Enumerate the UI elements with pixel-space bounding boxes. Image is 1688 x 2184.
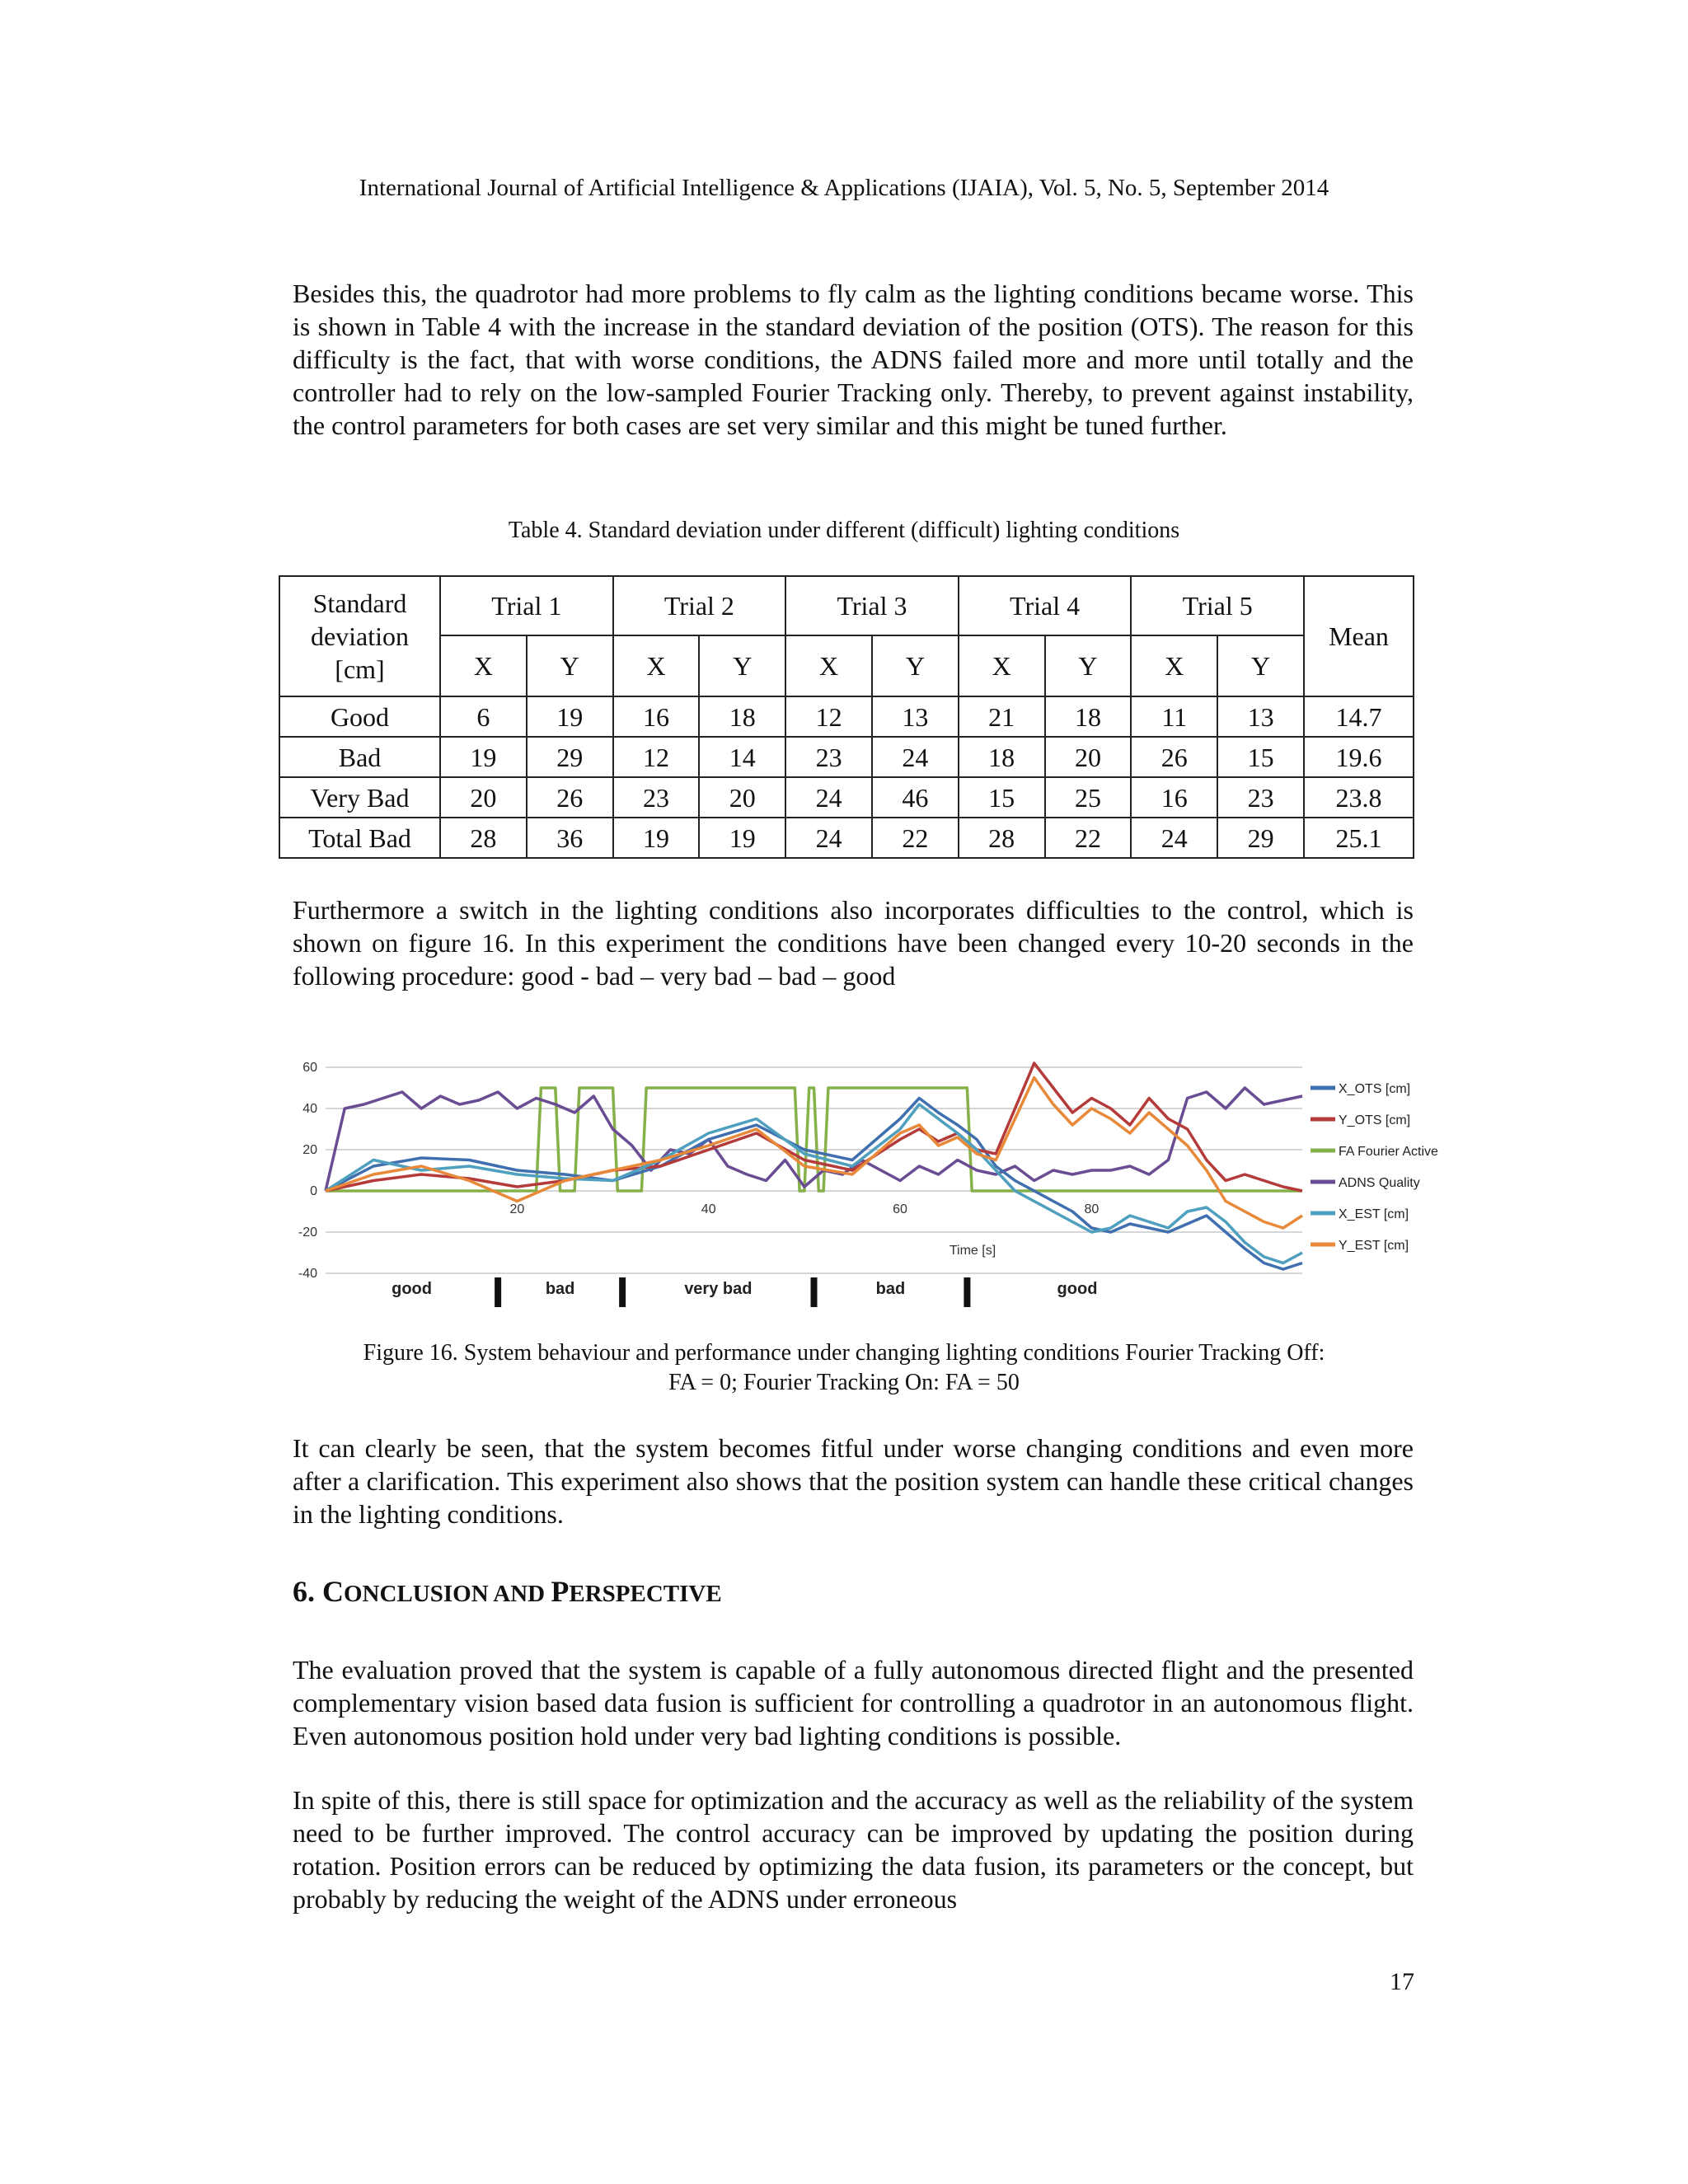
- journal-header: International Journal of Artificial Intelligence & Applications (IJAIA), Vol. 5, No. 5, September 2014: [359, 175, 1329, 201]
- table-cell: 20: [699, 777, 785, 818]
- table-cell: 19: [699, 818, 785, 858]
- trial-header: Trial 1: [440, 576, 613, 635]
- section-word: ERSPECTIVE: [569, 1581, 722, 1607]
- axis-header-x: X: [613, 635, 700, 696]
- corner-label-line: Standard: [312, 588, 407, 618]
- phase-separator: [811, 1277, 818, 1307]
- phase-label: good: [392, 1280, 432, 1298]
- table-row: [279, 818, 1414, 858]
- series-lines: [326, 1063, 1302, 1269]
- trial-header: Trial 2: [613, 576, 786, 635]
- std-deviation-table: [279, 575, 1414, 859]
- series-line-0: [326, 1099, 1302, 1270]
- row-label: Very Bad: [279, 777, 440, 818]
- legend-entry: FA Fourier Active: [1339, 1145, 1438, 1159]
- table-row: [279, 696, 1414, 737]
- y-tick-label: 0: [310, 1184, 317, 1198]
- table-cell: 13: [1217, 696, 1304, 737]
- x-axis-label: Time [s]: [949, 1244, 996, 1258]
- mean-cell: 14.7: [1304, 696, 1414, 737]
- chart-legend: [1311, 1082, 1438, 1253]
- axis-header-y: Y: [872, 635, 959, 696]
- table-cell: 25: [1045, 777, 1132, 818]
- legend-entry: ADNS Quality: [1339, 1176, 1420, 1190]
- y-tick-label: 60: [302, 1061, 317, 1075]
- axis-header-y: Y: [1217, 635, 1304, 696]
- table-cell: 14: [699, 737, 785, 777]
- phase-label: bad: [875, 1280, 906, 1298]
- trial-header: Trial 5: [1131, 576, 1304, 635]
- row-label: Bad: [279, 737, 440, 777]
- corner-label-line: [cm]: [335, 654, 385, 684]
- y-tick-label: -20: [298, 1226, 317, 1240]
- trial-header: Trial 4: [959, 576, 1132, 635]
- table-cell: 20: [1045, 737, 1132, 777]
- phase-separator: [619, 1277, 626, 1307]
- legend-entry: X_OTS [cm]: [1339, 1082, 1411, 1096]
- table-cell: 26: [1131, 737, 1217, 777]
- section-initial: C: [322, 1575, 344, 1608]
- y-tick-label: 40: [302, 1102, 317, 1116]
- section-heading: [293, 1574, 722, 1609]
- section-initial: P: [551, 1575, 570, 1608]
- axis-header-y: Y: [1045, 635, 1132, 696]
- table-cell: 24: [1131, 818, 1217, 858]
- x-tick-label: 40: [701, 1202, 716, 1216]
- table-cell: 16: [613, 696, 700, 737]
- section-number: 6.: [293, 1575, 322, 1608]
- table-cell: 46: [872, 777, 959, 818]
- table-cell: 23: [785, 737, 872, 777]
- table-cell: 21: [959, 696, 1045, 737]
- lighting-conditions-chart: [288, 1030, 1475, 1315]
- table-caption: Table 4. Standard deviation under different (difficult) lighting conditions: [508, 518, 1180, 543]
- figure-caption-line: Figure 16. System behaviour and performance under changing lighting conditions Fourier Tracking Off:: [363, 1340, 1325, 1366]
- table-cell: 29: [527, 737, 613, 777]
- paragraph-evaluation: The evaluation proved that the system is capable of a fully autonomous directed flight and the presented complementary vision based data fusion is sufficient for controlling a quadrotor in an autonomous flight. Even autonomous position hold under very bad lighting conditions is possible.: [293, 1655, 1414, 1750]
- x-tick-labels: [509, 1202, 1099, 1216]
- mean-cell: 23.8: [1304, 777, 1414, 818]
- legend-entry: Y_EST [cm]: [1339, 1239, 1409, 1253]
- series-line-1: [326, 1063, 1302, 1191]
- corner-label-line: deviation: [310, 621, 410, 651]
- y-tick-labels: [298, 1061, 317, 1281]
- phase-separator: [495, 1277, 501, 1307]
- table-cell: 29: [1217, 818, 1304, 858]
- figure-caption: [0, 1338, 1688, 1398]
- section-word: ONCLUSION AND: [344, 1581, 551, 1607]
- table-cell: 24: [785, 818, 872, 858]
- mean-cell: 19.6: [1304, 737, 1414, 777]
- table-cell: 26: [527, 777, 613, 818]
- phase-label: good: [1057, 1280, 1098, 1298]
- axis-header-y: Y: [527, 635, 613, 696]
- table-cell: 23: [613, 777, 700, 818]
- table-cell: 22: [1045, 818, 1132, 858]
- table-cell: 28: [959, 818, 1045, 858]
- paragraph-result: It can clearly be seen, that the system becomes fitful under worse changing conditions and even more after a clarification. This experiment also shows that the position system can handle these critical changes in the lighting conditions.: [293, 1433, 1414, 1529]
- x-tick-label: 60: [893, 1202, 907, 1216]
- table-row: [279, 777, 1414, 818]
- legend-entry: X_EST [cm]: [1339, 1207, 1409, 1221]
- table-cell: 16: [1131, 777, 1217, 818]
- table-cell: 19: [527, 696, 613, 737]
- table-cell: 22: [872, 818, 959, 858]
- phase-labels: [392, 1277, 1097, 1307]
- paragraph-intro: Besides this, the quadrotor had more problems to fly calm as the lighting conditions became worse. This is shown in Table 4 with the increase in the standard deviation of the position (OTS). The reason for this difficulty is the fact, that with worse conditions, the ADNS failed more and more until totally and the controller had to rely on the low-sampled Fourier Tracking only. Thereby, to prevent against instability, the control parameters for both cases are set very similar and this might be tuned further.: [293, 279, 1414, 440]
- axis-header-x: X: [440, 635, 527, 696]
- trial-header: Trial 3: [785, 576, 959, 635]
- table-cell: 13: [872, 696, 959, 737]
- paragraph-switch: Furthermore a switch in the lighting conditions also incorporates difficulties to the control, which is shown on figure 16. In this experiment the conditions have been changed every 10-20 seconds in the following procedure: good - bad – very bad – bad – good: [293, 895, 1414, 991]
- table-cell: 18: [959, 737, 1045, 777]
- table-cell: 15: [959, 777, 1045, 818]
- table-cell: 18: [699, 696, 785, 737]
- phase-label: very bad: [684, 1280, 753, 1298]
- page-number: 17: [1390, 1968, 1414, 1995]
- table-cell: 24: [872, 737, 959, 777]
- phase-label: bad: [545, 1280, 575, 1298]
- series-line-4: [326, 1104, 1302, 1263]
- table-cell: 12: [785, 696, 872, 737]
- table-cell: 11: [1131, 696, 1217, 737]
- table-cell: 36: [527, 818, 613, 858]
- axis-header-x: X: [785, 635, 872, 696]
- table-row: [279, 737, 1414, 777]
- y-tick-label: 20: [302, 1143, 317, 1157]
- table-cell: 19: [440, 737, 527, 777]
- figure-caption-line: FA = 0; Fourier Tracking On: FA = 50: [668, 1370, 1020, 1395]
- y-tick-label: -40: [298, 1267, 317, 1281]
- table-cell: 15: [1217, 737, 1304, 777]
- phase-separator: [964, 1277, 970, 1307]
- table-cell: 19: [613, 818, 700, 858]
- axis-header-x: X: [959, 635, 1045, 696]
- table-cell: 6: [440, 696, 527, 737]
- table-cell: 23: [1217, 777, 1304, 818]
- legend-entry: Y_OTS [cm]: [1339, 1113, 1411, 1127]
- mean-header: Mean: [1304, 576, 1414, 696]
- mean-cell: 25.1: [1304, 818, 1414, 858]
- table-cell: 18: [1045, 696, 1132, 737]
- table-cell: 24: [785, 777, 872, 818]
- corner-header-cell: [279, 576, 440, 696]
- table-cell: 12: [613, 737, 700, 777]
- x-tick-label: 80: [1084, 1202, 1100, 1216]
- x-tick-label: 20: [509, 1202, 525, 1216]
- paragraph-optimization: In spite of this, there is still space for optimization and the accuracy as well as the reliability of the system need to be further improved. The control accuracy can be improved by updating the position during rotation. Position errors can be reduced by optimizing the data fusion, its parameters or the concept, but probably by reducing the weight of the ADNS under erroneous: [293, 1785, 1414, 1914]
- table-cell: 20: [440, 777, 527, 818]
- row-label: Total Bad: [279, 818, 440, 858]
- row-label: Good: [279, 696, 440, 737]
- table-cell: 28: [440, 818, 527, 858]
- axis-header-y: Y: [699, 635, 785, 696]
- axis-header-x: X: [1131, 635, 1217, 696]
